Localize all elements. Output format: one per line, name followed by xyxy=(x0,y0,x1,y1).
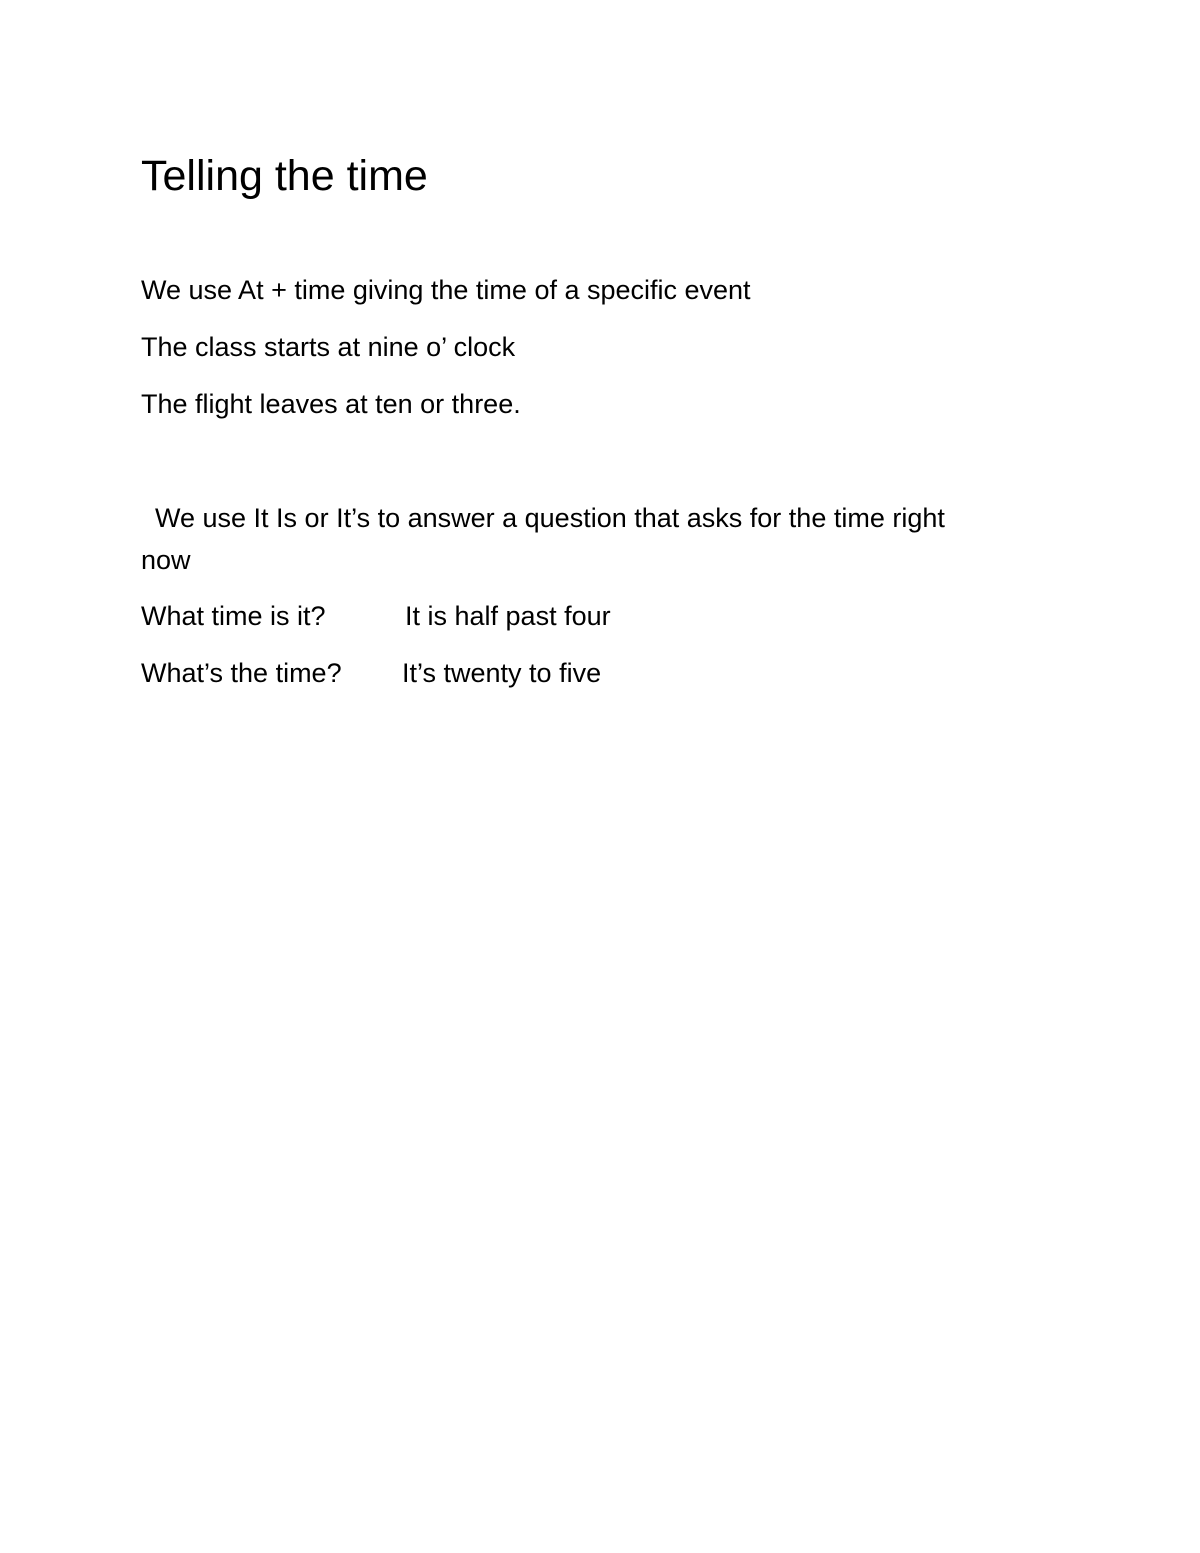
rule-at-time: We use At + time giving the time of a specific event xyxy=(141,275,751,305)
example-row-2 xyxy=(141,656,602,690)
example-question: What’s the time? xyxy=(141,658,342,688)
rule-it-is: We use It Is or It’s to answer a question that asks for the time right xyxy=(155,503,945,533)
example-flight-leaves: The flight leaves at ten or three. xyxy=(141,389,521,419)
example-answer: It’s twenty to five xyxy=(402,658,602,688)
page-title: Telling the time xyxy=(141,152,428,200)
example-question: What time is it? xyxy=(141,601,326,631)
example-answer: It is half past four xyxy=(405,601,611,631)
example-row-1 xyxy=(141,599,611,633)
example-class-start: The class starts at nine o’ clock xyxy=(141,332,516,362)
rule-it-is-continued: now xyxy=(141,545,191,575)
